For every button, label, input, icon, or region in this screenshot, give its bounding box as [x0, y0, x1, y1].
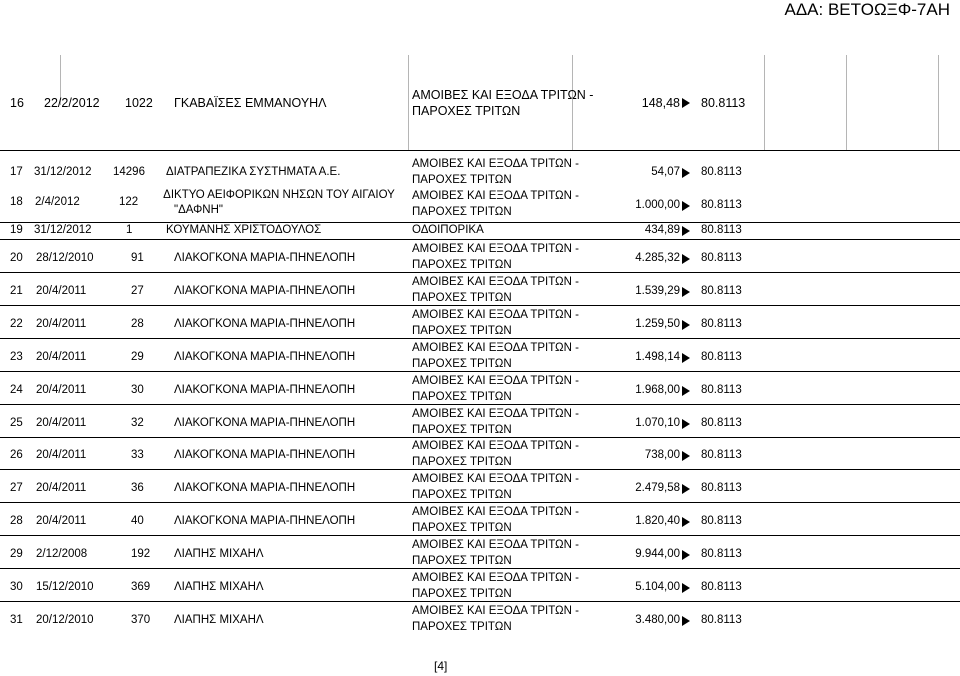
- amount: 54,07: [651, 166, 680, 178]
- invoice-number: 29: [131, 351, 144, 363]
- description-line-2: ΠΑΡΟΧΕΣ ΤΡΙΤΩΝ: [412, 205, 512, 218]
- amount: 1.000,00: [635, 199, 680, 211]
- invoice-number: 122: [119, 196, 139, 208]
- expense-description: [412, 604, 579, 635]
- supplier-name: ΛΙΑΚΟΓΚΟΝΑ ΜΑΡΙΑ-ΠΗΝΕΛΟΠΗ: [174, 515, 356, 527]
- amount: 4.285,32: [635, 252, 680, 264]
- description-line-1: ΑΜΟΙΒΕΣ ΚΑΙ ΕΞΟΔΑ ΤΡΙΤΩΝ -: [412, 539, 579, 551]
- description-line-2: ΠΑΡΟΧΕΣ ΤΡΙΤΩΝ: [412, 455, 512, 468]
- invoice-date: 2/12/2008: [36, 548, 88, 560]
- row-number: 16: [10, 96, 24, 110]
- triangle-marker-icon: [682, 98, 690, 108]
- supplier-name: ΛΙΑΚΟΓΚΟΝΑ ΜΑΡΙΑ-ΠΗΝΕΛΟΠΗ: [174, 285, 356, 297]
- description-line-2: ΠΑΡΟΧΕΣ ΤΡΙΤΩΝ: [412, 390, 512, 403]
- invoice-date: 20/4/2011: [36, 318, 87, 330]
- account-code: 80.8113: [701, 515, 742, 527]
- invoice-number: 369: [131, 581, 151, 593]
- amount: 1.968,00: [635, 384, 680, 396]
- expense-description: ΟΔΟΙΠΟΡΙΚΑ: [412, 224, 484, 236]
- description-line-1: ΑΜΟΙΒΕΣ ΚΑΙ ΕΞΟΔΑ ΤΡΙΤΩΝ -: [412, 243, 579, 255]
- description-line-1: ΑΜΟΙΒΕΣ ΚΑΙ ΕΞΟΔΑ ΤΡΙΤΩΝ -: [412, 190, 579, 202]
- description-line-1: ΑΜΟΙΒΕΣ ΚΑΙ ΕΞΟΔΑ ΤΡΙΤΩΝ -: [412, 473, 579, 485]
- triangle-marker-icon: [682, 386, 690, 396]
- invoice-number: 40: [131, 515, 144, 527]
- account-code: 80.8113: [701, 614, 742, 626]
- expense-description: [412, 275, 579, 306]
- expense-description: [412, 571, 579, 602]
- triangle-marker-icon: [682, 226, 690, 236]
- document-id-header: ΑΔΑ: ΒΕΤΟΩΞΦ-7ΑΗ: [784, 0, 950, 19]
- row-number: 25: [10, 417, 23, 429]
- invoice-number: 30: [131, 384, 144, 396]
- invoice-date: 20/4/2011: [36, 449, 87, 461]
- account-code: 80.8113: [701, 285, 742, 297]
- invoice-date: 20/4/2011: [36, 285, 87, 297]
- description-line-1: ΑΜΟΙΒΕΣ ΚΑΙ ΕΞΟΔΑ ΤΡΙΤΩΝ -: [412, 506, 579, 518]
- amount: 434,89: [644, 224, 680, 236]
- supplier-name: ΛΙΑΠΗΣ ΜΙΧΑΗΛ: [174, 548, 264, 560]
- amount: 5.104,00: [635, 581, 680, 593]
- description-line-2: ΠΑΡΟΧΕΣ ΤΡΙΤΩΝ: [412, 488, 512, 501]
- description-line-2: ΠΑΡΟΧΕΣ ΤΡΙΤΩΝ: [412, 521, 512, 534]
- row-separator: [0, 535, 960, 536]
- supplier-name-line-2: "ΔΑΦΝΗ": [174, 204, 223, 216]
- account-code: 80.8113: [701, 252, 742, 264]
- row-separator: [0, 404, 960, 405]
- amount: 3.480,00: [635, 614, 680, 626]
- amount: 1.820,40: [635, 515, 680, 527]
- supplier-name: ΛΙΑΚΟΓΚΟΝΑ ΜΑΡΙΑ-ΠΗΝΕΛΟΠΗ: [174, 252, 356, 264]
- invoice-number: 91: [131, 252, 144, 264]
- supplier-name: ΛΙΑΠΗΣ ΜΙΧΑΗΛ: [174, 614, 264, 626]
- amount: 738,00: [644, 449, 680, 461]
- triangle-marker-icon: [682, 419, 690, 429]
- supplier-name: ΛΙΑΚΟΓΚΟΝΑ ΜΑΡΙΑ-ΠΗΝΕΛΟΠΗ: [174, 482, 356, 494]
- supplier-name: ΛΙΑΠΗΣ ΜΙΧΑΗΛ: [174, 581, 264, 593]
- invoice-number: 14296: [113, 166, 145, 178]
- amount: 1.070,10: [635, 417, 680, 429]
- supplier-name: ΛΙΑΚΟΓΚΟΝΑ ΜΑΡΙΑ-ΠΗΝΕΛΟΠΗ: [174, 384, 356, 396]
- supplier-name: ΔΙΑΤΡΑΠΕΖΙΚΑ ΣΥΣΤΗΜΑΤΑ Α.Ε.: [166, 166, 341, 178]
- account-code: 80.8113: [701, 548, 742, 560]
- expense-description: [412, 308, 579, 339]
- triangle-marker-icon: [682, 320, 690, 330]
- row-separator: [0, 305, 960, 306]
- triangle-marker-icon: [682, 583, 690, 593]
- invoice-date: 20/4/2011: [36, 384, 87, 396]
- invoice-number: 27: [131, 285, 144, 297]
- row-separator: [0, 272, 960, 273]
- row-number: 30: [10, 581, 23, 593]
- description-line-1: ΑΜΟΙΒΕΣ ΚΑΙ ΕΞΟΔΑ ΤΡΙΤΩΝ -: [412, 276, 579, 288]
- supplier-name: ΛΙΑΚΟΓΚΟΝΑ ΜΑΡΙΑ-ΠΗΝΕΛΟΠΗ: [174, 318, 356, 330]
- account-code: 80.8113: [701, 581, 742, 593]
- triangle-marker-icon: [682, 168, 690, 178]
- grid-line: [764, 55, 765, 150]
- expense-description: [412, 439, 579, 470]
- description-line-1: ΑΜΟΙΒΕΣ ΚΑΙ ΕΞΟΔΑ ΤΡΙΤΩΝ -: [412, 375, 579, 387]
- invoice-date: 2/4/2012: [35, 196, 80, 208]
- description-line-1: ΑΜΟΙΒΕΣ ΚΑΙ ΕΞΟΔΑ ΤΡΙΤΩΝ -: [412, 309, 579, 321]
- account-code: 80.8113: [701, 318, 742, 330]
- invoice-date: 28/12/2010: [36, 252, 94, 264]
- expense-description: [412, 407, 579, 438]
- row-separator: [0, 222, 960, 223]
- amount: 2.479,58: [635, 482, 680, 494]
- description-line-2: ΠΑΡΟΧΕΣ ΤΡΙΤΩΝ: [412, 258, 512, 271]
- amount: 1.539,29: [635, 285, 680, 297]
- description-line-1: ΑΜΟΙΒΕΣ ΚΑΙ ΕΞΟΔΑ ΤΡΙΤΩΝ -: [412, 605, 579, 617]
- triangle-marker-icon: [682, 287, 690, 297]
- row-separator: [0, 469, 960, 470]
- description-line-1: ΑΜΟΙΒΕΣ ΚΑΙ ΕΞΟΔΑ ΤΡΙΤΩΝ -: [412, 440, 579, 452]
- triangle-marker-icon: [682, 484, 690, 494]
- invoice-number: 32: [131, 417, 144, 429]
- invoice-date: 20/4/2011: [36, 351, 87, 363]
- description-line-2: ΠΑΡΟΧΕΣ ΤΡΙΤΩΝ: [412, 587, 512, 600]
- invoice-date: 20/4/2011: [36, 482, 87, 494]
- row-separator: [0, 568, 960, 569]
- expense-description: [412, 341, 579, 372]
- triangle-marker-icon: [682, 201, 690, 211]
- invoice-number: 36: [131, 482, 144, 494]
- row-number: 27: [10, 482, 23, 494]
- description-line-2: ΠΑΡΟΧΕΣ ΤΡΙΤΩΝ: [412, 554, 512, 567]
- row-separator: [0, 150, 960, 151]
- row-number: 29: [10, 548, 23, 560]
- expense-description: [412, 157, 579, 188]
- supplier-name-line-1: ΔΙΚΤΥΟ ΑΕΙΦΟΡΙΚΩΝ ΝΗΣΩΝ ΤΟΥ ΑΙΓΑΙΟΥ: [163, 189, 395, 201]
- row-separator: [0, 601, 960, 602]
- invoice-number: 1: [126, 224, 133, 236]
- description-line-1: ΑΜΟΙΒΕΣ ΚΑΙ ΕΞΟΔΑ ΤΡΙΤΩΝ -: [412, 88, 594, 102]
- row-number: 22: [10, 318, 23, 330]
- description-line-1: ΑΜΟΙΒΕΣ ΚΑΙ ΕΞΟΔΑ ΤΡΙΤΩΝ -: [412, 572, 579, 584]
- invoice-date: 31/12/2012: [34, 166, 92, 178]
- row-number: 19: [10, 224, 23, 236]
- expense-description: [412, 505, 579, 536]
- description-line-1: ΑΜΟΙΒΕΣ ΚΑΙ ΕΞΟΔΑ ΤΡΙΤΩΝ -: [412, 342, 579, 354]
- row-number: 20: [10, 252, 23, 264]
- supplier-name: ΛΙΑΚΟΓΚΟΝΑ ΜΑΡΙΑ-ΠΗΝΕΛΟΠΗ: [174, 351, 356, 363]
- account-code: 80.8113: [701, 384, 742, 396]
- expense-description: [412, 189, 579, 220]
- row-separator: [0, 239, 960, 240]
- row-number: 23: [10, 351, 23, 363]
- expense-description: [412, 472, 579, 503]
- invoice-number: 192: [131, 548, 151, 560]
- row-number: 28: [10, 515, 23, 527]
- description-line-2: ΠΑΡΟΧΕΣ ΤΡΙΤΩΝ: [412, 291, 512, 304]
- row-number: 24: [10, 384, 23, 396]
- row-separator: [0, 338, 960, 339]
- triangle-marker-icon: [682, 353, 690, 363]
- account-code: 80.8113: [701, 199, 742, 211]
- triangle-marker-icon: [682, 451, 690, 461]
- row-number: 17: [10, 166, 23, 178]
- invoice-number: 370: [131, 614, 151, 626]
- account-code: 80.8113: [701, 482, 742, 494]
- invoice-date: 22/2/2012: [44, 96, 100, 110]
- expense-description: [412, 374, 579, 405]
- description-line-2: ΠΑΡΟΧΕΣ ΤΡΙΤΩΝ: [412, 620, 512, 633]
- row-separator: [0, 437, 960, 438]
- supplier-name: [160, 188, 398, 218]
- invoice-number: 1022: [125, 96, 153, 110]
- account-code: 80.8113: [701, 449, 742, 461]
- description-line-2: ΠΑΡΟΧΕΣ ΤΡΙΤΩΝ: [412, 324, 512, 337]
- triangle-marker-icon: [682, 550, 690, 560]
- row-number: 26: [10, 449, 23, 461]
- invoice-date: 20/12/2010: [36, 614, 94, 626]
- triangle-marker-icon: [682, 517, 690, 527]
- amount: 9.944,00: [635, 548, 680, 560]
- expense-description: [412, 538, 579, 569]
- invoice-date: 15/12/2010: [36, 581, 94, 593]
- row-separator: [0, 502, 960, 503]
- triangle-marker-icon: [682, 254, 690, 264]
- account-code: 80.8113: [701, 351, 742, 363]
- invoice-number: 33: [131, 449, 144, 461]
- invoice-date: 31/12/2012: [34, 224, 92, 236]
- invoice-date: 20/4/2011: [36, 515, 87, 527]
- account-code: 80.8113: [701, 166, 742, 178]
- account-code: 80.8113: [701, 96, 746, 110]
- row-number: 21: [10, 285, 23, 297]
- supplier-name: ΚΟΥΜΑΝΗΣ ΧΡΙΣΤΟΔΟΥΛΟΣ: [166, 224, 322, 236]
- amount: 148,48: [641, 96, 680, 110]
- description-line-2: ΠΑΡΟΧΕΣ ΤΡΙΤΩΝ: [412, 173, 512, 186]
- row-separator: [0, 371, 960, 372]
- description-line-2: ΠΑΡΟΧΕΣ ΤΡΙΤΩΝ: [412, 103, 521, 118]
- amount: 1.498,14: [635, 351, 680, 363]
- grid-line: [408, 55, 409, 150]
- amount: 1.259,50: [635, 318, 680, 330]
- row-number: 18: [10, 196, 23, 208]
- account-code: 80.8113: [701, 224, 742, 236]
- description-line-2: ΠΑΡΟΧΕΣ ΤΡΙΤΩΝ: [412, 423, 512, 436]
- expense-description: [412, 88, 593, 119]
- supplier-name: ΛΙΑΚΟΓΚΟΝΑ ΜΑΡΙΑ-ΠΗΝΕΛΟΠΗ: [174, 449, 356, 461]
- grid-line: [938, 55, 939, 150]
- row-number: 31: [10, 614, 23, 626]
- account-code: 80.8113: [701, 417, 742, 429]
- description-line-1: ΑΜΟΙΒΕΣ ΚΑΙ ΕΞΟΔΑ ΤΡΙΤΩΝ -: [412, 158, 579, 170]
- supplier-name: ΓΚΑΒΑΪΣΕΣ ΕΜΜΑΝΟΥΗΛ: [174, 96, 327, 110]
- page-number: [4]: [434, 659, 448, 673]
- invoice-date: 20/4/2011: [36, 417, 87, 429]
- expense-description: [412, 242, 579, 273]
- supplier-name: ΛΙΑΚΟΓΚΟΝΑ ΜΑΡΙΑ-ΠΗΝΕΛΟΠΗ: [174, 417, 356, 429]
- grid-line: [846, 55, 847, 150]
- description-line-1: ΑΜΟΙΒΕΣ ΚΑΙ ΕΞΟΔΑ ΤΡΙΤΩΝ -: [412, 408, 579, 420]
- invoice-number: 28: [131, 318, 144, 330]
- triangle-marker-icon: [682, 616, 690, 626]
- description-line-2: ΠΑΡΟΧΕΣ ΤΡΙΤΩΝ: [412, 357, 512, 370]
